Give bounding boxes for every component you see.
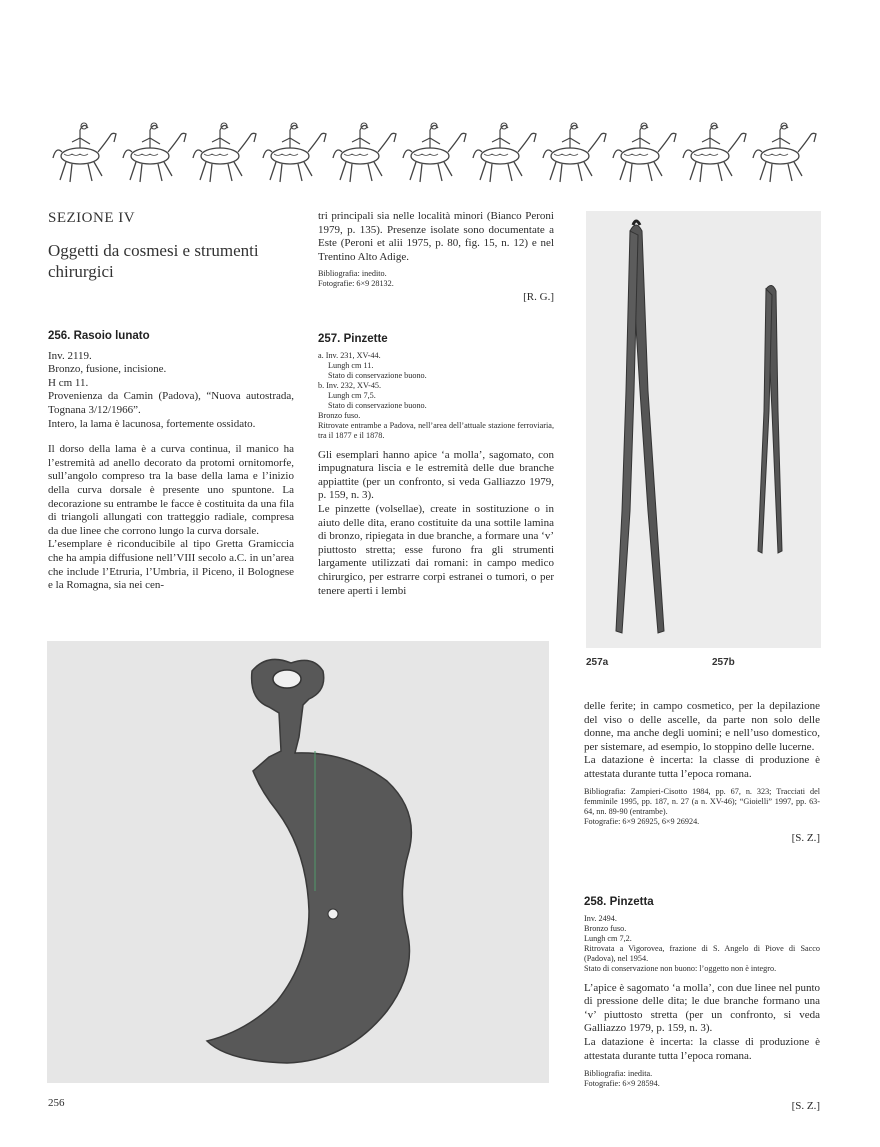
entry-258-signature: [S. Z.] xyxy=(791,1100,820,1112)
entry-256 xyxy=(48,330,294,593)
entry-258-bibliography: Bibliografia: inedita. xyxy=(584,1069,653,1079)
entry-257-paragraph-2: Le pinzette (volsellae), create in sostituzione o in aiuto delle dita, erano costituite da una sottile lamina di bronzo, ripiegata in due branche, a formare una ‘v’ piuttosto stretta; esse furono fra gli strumenti largamente utilizzati dai romani: in campo medico chirurgico, per estrarre corpi estranei o tumori, o per tenere aperti i lembi xyxy=(318,502,554,597)
entry-258 xyxy=(584,896,820,1089)
section-title: Oggetti da cosmesi e strumenti chirurgici xyxy=(48,241,259,281)
entry-257-meta-line: a. Inv. 231, XV-44. xyxy=(318,350,381,360)
entry-257-continued xyxy=(584,700,820,845)
entry-257-meta-line: b. Inv. 232, XV-45. xyxy=(318,380,382,390)
entry-257-bibliography: Bibliografia: Zampieri-Cisotto 1984, pp. 67, n. 323; Tracciati del femminile 1995, pp. 187, n. 27 (a n. XV-46); “Gioielli” 1997, pp. 63-64, nn. 89-90 (entrambe). xyxy=(584,786,820,816)
entry-257-meta-line: Bronzo fuso. xyxy=(318,410,361,420)
entry-256-size: H cm 11. xyxy=(48,376,89,389)
tweezers-photo xyxy=(586,211,821,648)
entry-257-dating: La datazione è incerta: la classe di produzione è attestata durante tutta l’epoca romana. xyxy=(584,754,820,780)
entry-257-signature: [S. Z.] xyxy=(791,831,820,844)
entry-256-continuation: tri principali sia nelle località minori (Bianco Peroni 1979, p. 135). Presenze isolate sono documentate a Este (Peroni et alii 1975, p. 80, fig. 15, n. 12) e nel Trentino Alto Adige. xyxy=(318,210,554,263)
razor-image xyxy=(47,641,549,1083)
entry-256-paragraph-1: Il dorso della lama è a curva continua, il manico ha l’estremità ad anello decorato da protomi ornitomorfe, sull’angolo compreso tra la base della lama e l’inizio della curva dorsale è presente uno spuntone. La decorazione su entrambe le facce è costituita da una fila di triangoli allungati con tratteggio radiale, compresa da due linee che corrono lungo la curva dorsale. xyxy=(48,443,294,537)
entry-256-material: Bronzo, fusione, incisione. xyxy=(48,363,167,376)
entry-257-meta-line: Lungh cm 11. xyxy=(328,360,374,370)
entry-258-meta-line: Inv. 2494. xyxy=(584,913,617,923)
entry-258-meta-line: Stato di conservazione non buono: l’oggetto non è integro. xyxy=(584,963,777,973)
razor-photo xyxy=(47,641,549,1083)
horse-rider-frieze xyxy=(48,118,830,188)
entry-257-meta-line: Ritrovate entrambe a Padova, nell’area dell’attuale stazione ferroviaria, tra il 1877 e il 1878. xyxy=(318,420,554,440)
entry-258-paragraph-1: L’apice è sagomato ‘a molla’, con due linee nel punto di pressione delle dita; le due branche formano una ‘v’ piuttosto stretta (per un confronto, si veda Galliazzo 1979, p. 159, n. 3). xyxy=(584,981,821,1035)
section-label: SEZIONE IV xyxy=(48,210,136,226)
entry-258-meta-line: Ritrovata a Vigorovea, frazione di S. Angelo di Piove di Sacco (Padova), nel 1954. xyxy=(584,943,820,963)
page-number: 256 xyxy=(48,1097,65,1109)
label-257b: 257b xyxy=(712,657,735,668)
entry-256-condition: Intero, la lama è lacunosa, fortemente ossidato. xyxy=(48,417,256,430)
entry-257-meta-line: Stato di conservazione buono. xyxy=(328,400,427,410)
entry-256-bibliography: Bibliografia: inedito. xyxy=(318,269,387,279)
entry-258-meta xyxy=(584,914,820,974)
entry-257-heading: 257. Pinzette xyxy=(318,333,388,345)
entry-257-photos: Fotografie: 6×9 26925, 6×9 26924. xyxy=(584,816,700,826)
label-257a: 257a xyxy=(586,657,609,668)
entry-257-meta-line: Lungh cm 7,5. xyxy=(328,390,376,400)
entry-256-provenance: Provenienza da Camin (Padova), “Nuova autostrada, Tognana 3/12/1966”. xyxy=(48,390,294,416)
entry-256-continued xyxy=(318,210,554,305)
entry-256-paragraph-2: L’esemplare è riconducibile al tipo Gretta Gramiccia che ha ampia diffusione nell’VIII secolo a.C. in un’area che include l’Etruria, l’Umbria, il Piceno, il Bolognese e la Romagna, sia nei cen- xyxy=(48,538,294,592)
entry-256-heading: 256. Rasoio lunato xyxy=(48,330,150,342)
entry-256-inv: Inv. 2119. xyxy=(48,349,92,362)
entry-258-photos: Fotografie: 6×9 28594. xyxy=(584,1079,660,1089)
entry-258-meta-line: Bronzo fuso. xyxy=(584,923,627,933)
entry-257-meta-line: Stato di conservazione buono. xyxy=(328,370,427,380)
entry-258-paragraph-2: La datazione è incerta: la classe di produzione è attestata durante tutta l’epoca romana. xyxy=(584,1035,820,1062)
entry-257-meta xyxy=(318,351,554,441)
entry-257-continuation: delle ferite; in campo cosmetico, per la depilazione del viso o delle ascelle, da parte non solo delle donne, ma anche degli uomini; e nell’uso domestico, per sistemare, ad esempio, lo stoppino delle lucerne. xyxy=(584,700,820,753)
entry-256-photos: Fotografie: 6×9 28132. xyxy=(318,279,394,289)
entry-258-heading: 258. Pinzetta xyxy=(584,896,654,908)
entry-257 xyxy=(318,333,554,598)
entry-256-signature: [R. G.] xyxy=(523,291,554,304)
tweezers-image xyxy=(586,211,821,648)
entry-258-meta-line: Lungh cm 7,2. xyxy=(584,933,632,943)
entry-257-paragraph-1: Gli esemplari hanno apice ‘a molla’, sagomato, con impugnatura liscia e le estremità delle due branche appiattite (per un confronto, si veda Galliazzo 1979, p. 159, n. 3). xyxy=(318,448,554,502)
